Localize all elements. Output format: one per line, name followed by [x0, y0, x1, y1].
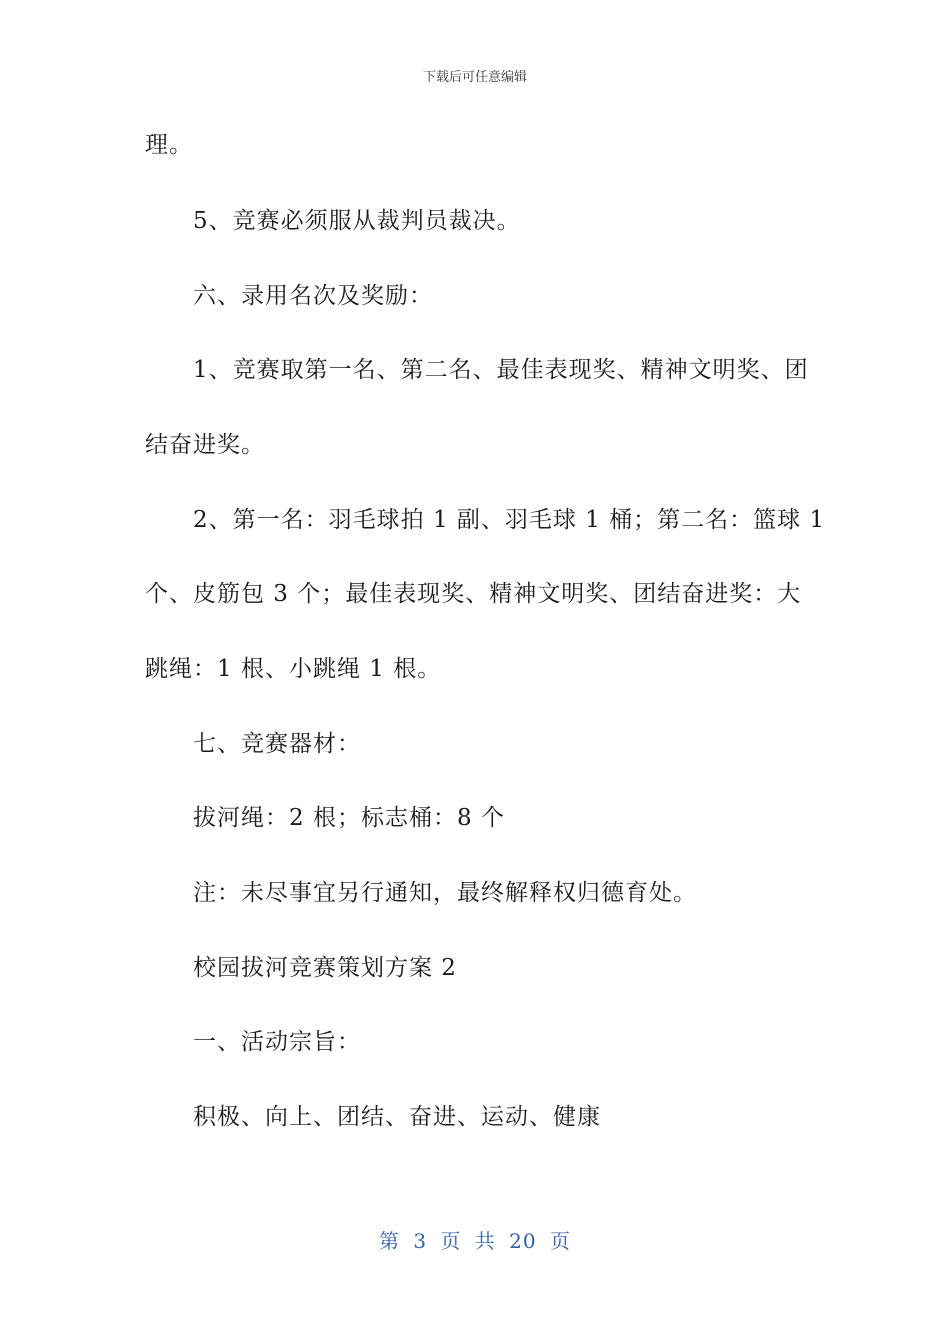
document-title: 校园拔河竞赛策划方案 2	[193, 955, 457, 981]
page-header: 下载后可任意编辑	[422, 70, 527, 85]
paragraph-line: 拔河绳：2 根；标志桶：8 个	[193, 805, 505, 831]
paragraph-line: 个、皮筋包 3 个；最佳表现奖、精神文明奖、团结奋进奖：大	[145, 581, 802, 607]
paragraph-line: 跳绳：1 根、小跳绳 1 根。	[145, 656, 442, 682]
paragraph-line: 注：未尽事宜另行通知，最终解释权归德育处。	[193, 880, 697, 906]
section-heading: 七、竞赛器材：	[193, 731, 361, 757]
paragraph-line: 1、竞赛取第一名、第二名、最佳表现奖、精神文明奖、团	[193, 357, 809, 383]
paragraph-line: 5、竞赛必须服从裁判员裁决。	[193, 208, 521, 234]
section-heading: 一、活动宗旨：	[193, 1029, 361, 1055]
paragraph-line: 积极、向上、团结、奋进、运动、健康	[193, 1104, 601, 1130]
paragraph-line: 2、第一名：羽毛球拍 1 副、羽毛球 1 桶；第二名：篮球 1	[193, 507, 826, 533]
page-number: 第 3 页 共 20 页	[379, 1229, 571, 1253]
paragraph-line: 结奋进奖。	[145, 432, 265, 458]
paragraph-line: 理。	[145, 132, 193, 158]
section-heading: 六、录用名次及奖励：	[193, 283, 433, 309]
